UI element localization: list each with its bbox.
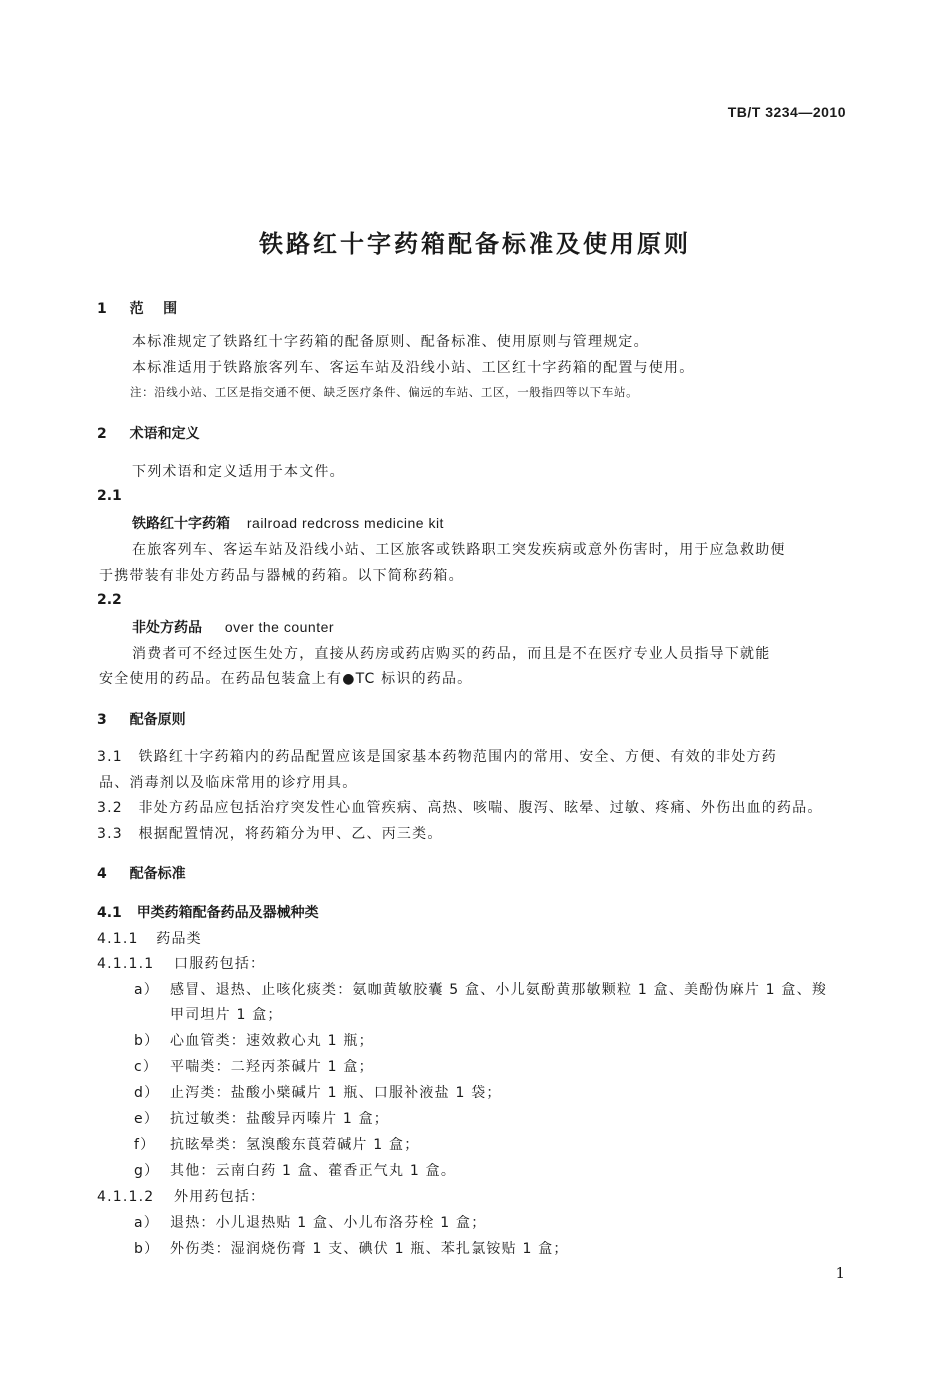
section-title: 术语和定义 <box>129 426 200 442</box>
section-3-heading <box>97 709 186 729</box>
clause-text: 外用药包括： <box>174 1189 266 1205</box>
clause-number: 3.1 <box>97 749 123 765</box>
clause-number: 4.1.1 <box>97 931 139 947</box>
list-item <box>134 1056 374 1076</box>
list-text: 退热：小儿退热贴 1 盒、小儿布洛芬栓 1 盒； <box>170 1215 487 1231</box>
term-cn: 非处方药品 <box>132 620 202 636</box>
list-item <box>134 979 827 999</box>
list-item <box>134 1082 502 1102</box>
clause-number: 3.2 <box>97 800 123 816</box>
list-item <box>134 1108 389 1128</box>
section-title: 配备标准 <box>129 866 186 882</box>
list-marker: a） <box>134 982 159 998</box>
clause-3-3 <box>97 823 443 843</box>
clause-number: 3.3 <box>97 826 123 842</box>
clause-4-1-1 <box>97 928 202 948</box>
clause-number: 4.1 <box>97 905 122 921</box>
term-en: railroad redcross medicine kit <box>246 515 444 531</box>
note: 注：沿线小站、工区是指交通不便、缺乏医疗条件、偏远的车站、工区，一般指四等以下车站。 <box>130 385 639 399</box>
list-text: 其他：云南白药 1 盒、藿香正气丸 1 盒。 <box>170 1163 457 1179</box>
clause-text: 甲类药箱配备药品及器械种类 <box>136 905 319 921</box>
list-text: 心血管类：速效救心丸 1 瓶； <box>170 1033 374 1049</box>
paragraph: 消费者可不经过医生处方，直接从药房或药店购买的药品，而且是不在医疗专业人员指导下就能 <box>132 646 771 662</box>
list-marker: b） <box>134 1241 160 1257</box>
paragraph: 下列术语和定义适用于本文件。 <box>132 464 345 480</box>
list-text: 抗过敏类：盐酸异丙嗪片 1 盒； <box>170 1111 390 1127</box>
paragraph: 在旅客列车、客运车站及沿线小站、工区旅客或铁路职工突发疾病或意外伤害时，用于应急救助便 <box>132 542 786 558</box>
standard-code: TB/T 3234—2010 <box>727 104 846 120</box>
term-number: 2.1 <box>97 488 122 504</box>
list-text: 平喘类：二羟丙茶碱片 1 盒； <box>170 1059 374 1075</box>
clause-text: 根据配置情况，将药箱分为甲、乙、丙三类。 <box>138 826 443 842</box>
list-item <box>134 1238 569 1258</box>
page-number: 1 <box>835 1264 845 1282</box>
list-marker: g） <box>134 1163 160 1179</box>
paragraph: 本标准规定了铁路红十字药箱的配备原则、配备标准、使用原则与管理规定。 <box>132 334 649 350</box>
section-1-heading <box>97 298 177 318</box>
clause-text: 药品类 <box>156 931 202 947</box>
list-text: 感冒、退热、止咳化痰类：氨咖黄敏胶囊 5 盒、小儿氨酚黄那敏颗粒 1 盒、美酚伪麻片 1 盒、羧 <box>170 982 828 998</box>
list-item <box>134 1030 374 1050</box>
list-item <box>134 1160 456 1180</box>
section-number: 4 <box>97 866 107 882</box>
section-number: 2 <box>97 426 107 442</box>
list-marker: d） <box>134 1085 160 1101</box>
list-text: 抗眩晕类：氢溴酸东莨菪碱片 1 盒； <box>170 1137 420 1153</box>
list-text: 甲司坦片 1 盒； <box>170 1007 283 1023</box>
clause-3-1 <box>97 746 777 766</box>
list-marker: a） <box>134 1215 159 1231</box>
section-number: 1 <box>97 301 107 317</box>
document-title: 铁路红十字药箱配备标准及使用原则 <box>259 230 691 258</box>
clause-4-1-1-2 <box>97 1186 265 1206</box>
section-4-heading <box>97 863 186 883</box>
term-cn: 铁路红十字药箱 <box>132 516 230 532</box>
list-item <box>134 1004 283 1024</box>
paragraph: 安全使用的药品。在药品包装盒上有●TC 标识的药品。 <box>99 671 473 687</box>
list-marker: c） <box>134 1059 159 1075</box>
list-text: 止泻类：盐酸小檗碱片 1 瓶、口服补液盐 1 袋； <box>170 1085 502 1101</box>
term-en: over the counter <box>224 619 335 635</box>
list-text: 外伤类：湿润烧伤膏 1 支、碘伏 1 瓶、苯扎氯铵贴 1 盒； <box>170 1241 569 1257</box>
list-marker: e） <box>134 1111 160 1127</box>
list-item <box>134 1134 419 1154</box>
term-number: 2.2 <box>97 592 122 608</box>
paragraph: 于携带装有非处方药品与器械的药箱。以下简称药箱。 <box>99 568 464 584</box>
paragraph: 品、消毒剂以及临床常用的诊疗用具。 <box>99 775 358 791</box>
clause-4-1-1-1 <box>97 953 265 973</box>
paragraph: 本标准适用于铁路旅客列车、客运车站及沿线小站、工区红十字药箱的配置与使用。 <box>132 360 695 376</box>
clause-text: 非处方药品应包括治疗突发性心血管疾病、高热、咳喘、腹泻、眩晕、过敏、疼痛、外伤出血的药品。 <box>138 800 823 816</box>
clause-4-1 <box>97 902 319 922</box>
section-title: 配备原则 <box>129 712 186 728</box>
clause-text: 口服药包括： <box>174 956 266 972</box>
clause-3-2 <box>97 797 823 817</box>
clause-text: 铁路红十字药箱内的药品配置应该是国家基本药物范围内的常用、安全、方便、有效的非处方药 <box>138 749 777 765</box>
section-number: 3 <box>97 712 107 728</box>
list-item <box>134 1212 486 1232</box>
term-2-1 <box>132 513 444 533</box>
list-marker: b） <box>134 1033 160 1049</box>
term-2-2 <box>132 617 334 637</box>
section-2-heading <box>97 423 200 443</box>
clause-number: 4.1.1.1 <box>97 956 155 972</box>
section-title: 范 围 <box>129 301 178 317</box>
list-marker: f） <box>134 1137 156 1153</box>
clause-number: 4.1.1.2 <box>97 1189 155 1205</box>
